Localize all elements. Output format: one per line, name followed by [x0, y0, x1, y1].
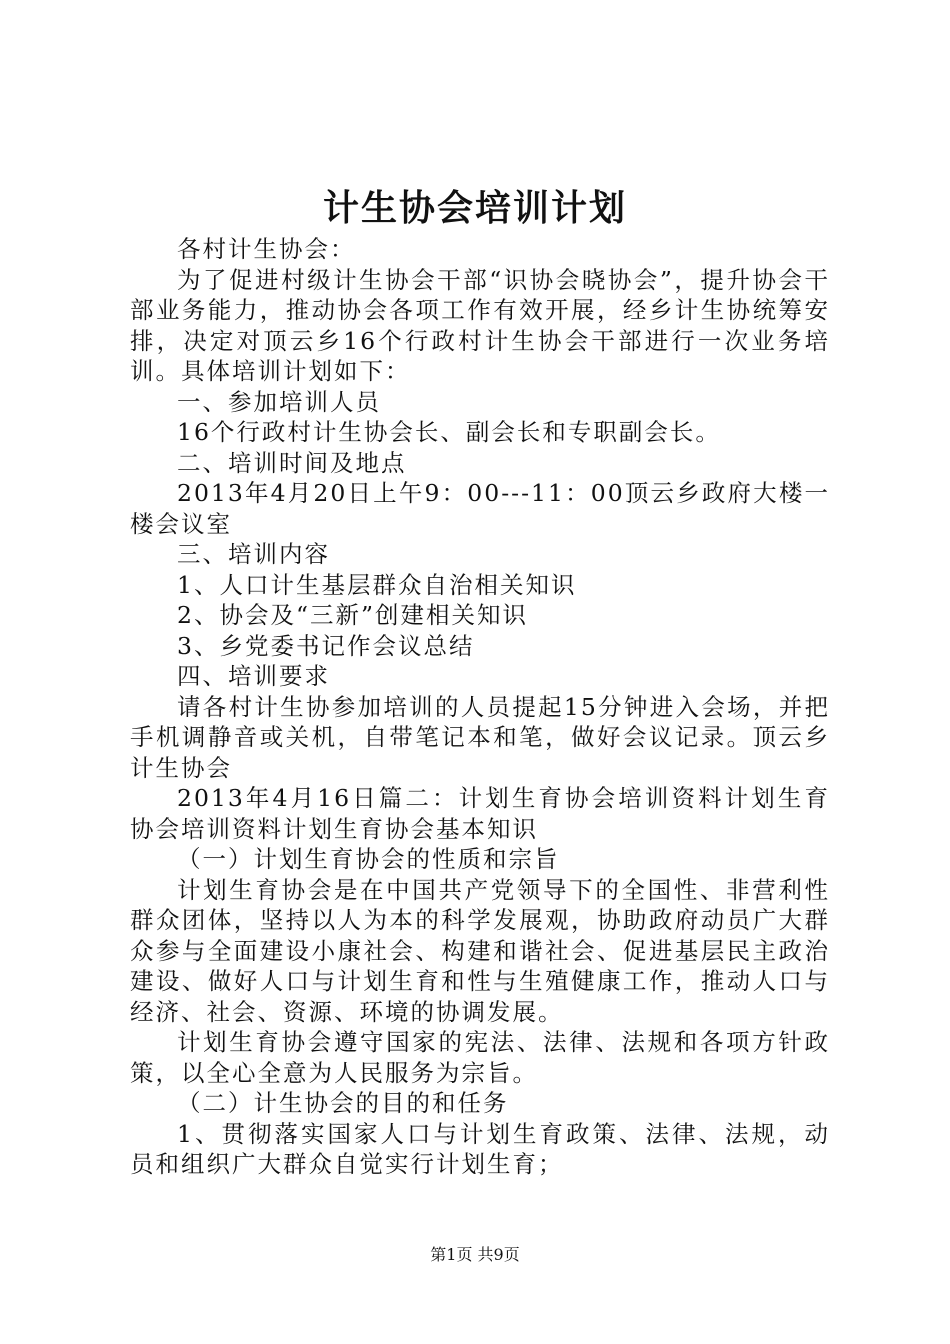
paragraph: 为了促进村级计生协会干部“识协会晓协会”，提升协会干部业务能力，推动协会各项工作有效开展，经乡计生协统筹安排，决定对顶云乡16个行政村计生协会干部进行一次业务培训。具体培训计划如下： — [130, 265, 830, 385]
section-heading: 四、培训要求 — [177, 662, 330, 690]
paragraph: 计划生育协会遵守国家的宪法、法律、法规和各项方针政策，以全心全意为人民服务为宗旨。 — [130, 1028, 830, 1087]
document-body — [130, 234, 830, 1180]
paragraph: 各村计生协会： — [177, 235, 356, 263]
paragraph: 2013年4月20日上午9：00---11：00顶云乡政府大楼一楼会议室 — [130, 479, 830, 538]
section-heading: 一、参加培训人员 — [177, 387, 381, 416]
list-item: 2、协会及“三新”创建相关知识 — [177, 601, 528, 629]
section-heading: （一）计划生育协会的性质和宗旨 — [177, 845, 560, 873]
document-title: 计生协会培训计划 — [322, 187, 627, 229]
list-item: 3、乡党委书记作会议总结 — [177, 631, 475, 660]
section-heading: （二）计生协会的目的和任务 — [177, 1089, 509, 1117]
paragraph: 请各村计生协参加培训的人员提起15分钟进入会场，并把手机调静音或关机，自带笔记本和笔，做好会议记录。顶云乡计生协会 — [130, 692, 830, 782]
section-heading: 二、培训时间及地点 — [177, 448, 407, 477]
section-heading: 三、培训内容 — [177, 540, 330, 568]
list-item: 1、人口计生基层群众自治相关知识 — [177, 570, 577, 599]
paragraph: 2013年4月16日篇二：计划生育协会培训资料计划生育协会培训资料计划生育协会基本知识 — [130, 784, 830, 843]
paragraph: 16个行政村计生协会长、副会长和专职副会长。 — [177, 418, 721, 446]
list-item: 1、贯彻落实国家人口与计划生育政策、法律、法规，动员和组织广大群众自觉实行计划生育； — [130, 1119, 830, 1178]
page-number-footer: 第1页 共9页 — [430, 1245, 520, 1264]
paragraph: 计划生育协会是在中国共产党领导下的全国性、非营利性群众团体，坚持以人为本的科学发展观，协助政府动员广大群众参与全面建设小康社会、构建和谐社会、促进基层民主政治建设、做好人口与计划生育和性与生殖健康工作，推动人口与经济、社会、资源、环境的协调发展。 — [130, 875, 830, 1026]
